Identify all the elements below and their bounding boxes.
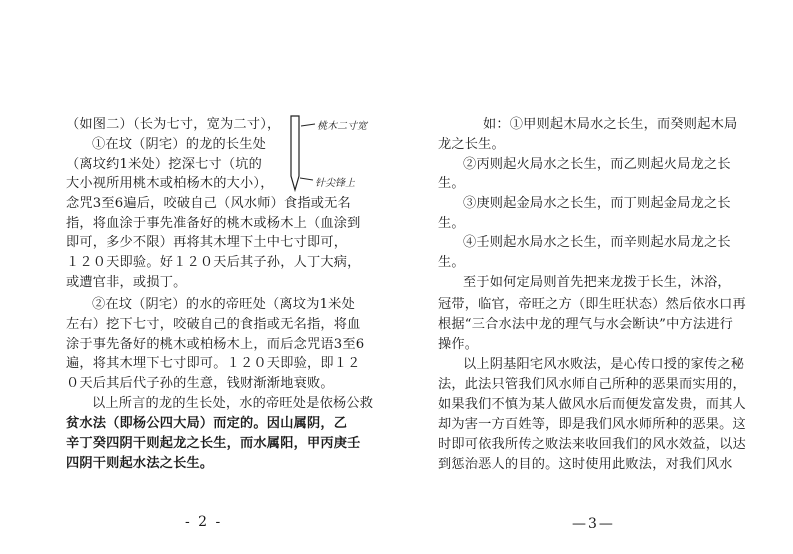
left-line-1: （如图二）（长为七寸，宽为二寸）， [66, 117, 281, 132]
diagram-label-top: 桃木二寸宽 [317, 121, 367, 132]
left-line-10: ②在坟（阴宅）的水的帝旺处（离坟为1米处 [92, 297, 355, 312]
stake-diagram [285, 112, 395, 202]
left-line-4: 大小视所用桃木或柏杨木的大小）， [66, 176, 274, 191]
right-line-9: 至于如何定局则首先把来龙拨于长生，沐浴， [463, 275, 731, 290]
right-line-14: 法，此法只管我们风水师自己所种的恶果而实用的， [438, 377, 746, 392]
left-line-16: 贫水法（即杨公四大局）而定的。因山属阴，乙 [66, 416, 348, 431]
left-line-7: 即可，多少不限）再将其木埋下土中七寸即可， [66, 235, 348, 250]
right-line-18: 到惩治恶人的目的。这时使用此败法，对我们风水 [438, 457, 733, 472]
left-line-11: 左右）挖下七寸，咬破自己的食指或无名指，将血 [66, 317, 361, 332]
left-line-14: ０天后其后代子孙的生意，钱财渐渐地衰败。 [66, 376, 334, 391]
right-line-1: 如：①甲则起木局水之长生，而癸则起木局 [483, 117, 738, 132]
right-line-8: 生。 [438, 255, 465, 270]
right-line-7: ④壬则起水局水之长生，而辛则起水局龙之长 [463, 235, 731, 250]
right-line-6: 生。 [438, 216, 465, 231]
right-line-13: 以上阴基阳宅风水败法，是心传口授的家传之秘 [463, 357, 745, 372]
right-page [397, 0, 793, 554]
right-line-5: ③庚则起金局水之长生，而丁则起金局龙之长 [463, 196, 731, 211]
diagram-label-bottom: 针尖锋上 [315, 178, 355, 189]
left-line-13: 遍，将其木埋下七寸即可。１２０天即验，即１２ [66, 356, 361, 371]
right-line-17: 时即可依我所传之败法来收回我们的风水效益，以达 [438, 437, 746, 452]
left-page [0, 0, 396, 554]
left-line-8: １２０天即验。好１２０天后其子孙，人丁大病， [66, 255, 361, 270]
left-line-17: 辛丁癸四阴干则起龙之长生，而水属阳，甲丙庚壬 [66, 436, 361, 451]
left-line-5: 念咒3至6遍后，咬破自己（风水师）食指或无名 [66, 196, 351, 211]
right-line-4: 生。 [438, 176, 465, 191]
left-line-3: （离坟约1米处）挖深七寸（坑的 [66, 157, 263, 172]
right-line-2: 龙之长生。 [438, 137, 505, 152]
right-line-12: 操作。 [438, 337, 479, 352]
left-line-12: 涂于事先备好的桃木或柏杨木上，而后念咒语3至6 [66, 337, 365, 352]
left-page-number: - 2 - [185, 514, 223, 530]
right-line-10: 冠带，临官，帝旺之方（即生旺状态）然后依水口再 [438, 297, 746, 312]
right-line-3: ②丙则起火局水之长生，而乙则起火局龙之长 [463, 157, 731, 172]
left-line-2: ①在坟（阴宅）的龙的长生处 [92, 137, 267, 152]
left-line-9: 或遭官非，或损丁。 [66, 275, 187, 290]
right-line-16: 却为害一方百姓等，即是我们风水师所种的恶果。这 [438, 417, 746, 432]
left-line-6: 指，将血涂于事先准备好的桃木或杨木上（血涂到 [66, 216, 361, 231]
left-line-15: 以上所言的龙的生长处，水的帝旺处是依杨公救 [92, 396, 374, 411]
right-page-number: —3— [572, 516, 615, 532]
right-line-11: 根据“三合水法中龙的理气与水会断诀”中方法进行 [438, 317, 734, 332]
left-line-18: 四阴干则起水法之长生。 [66, 456, 214, 471]
right-line-15: 如果我们不慎为某人做风水后而便发富发贵，而其人 [438, 397, 746, 412]
